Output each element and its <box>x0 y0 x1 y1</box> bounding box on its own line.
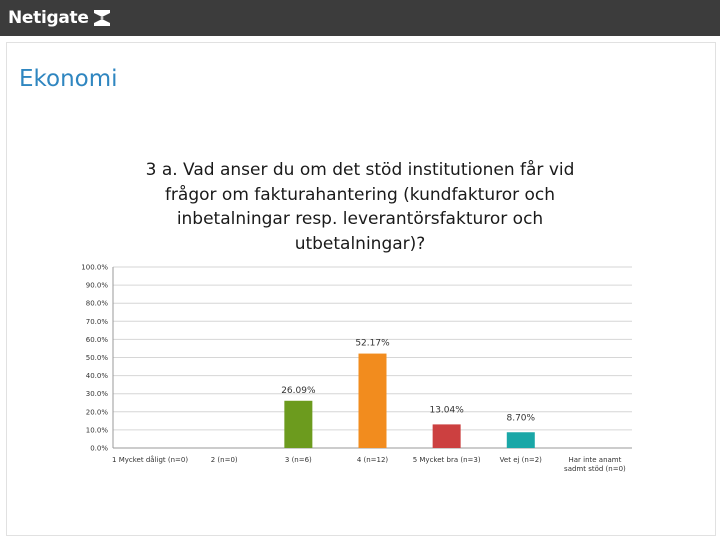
x-tick-label: 3 (n=6) <box>284 456 312 464</box>
y-tick-label: 10.0% <box>85 426 108 435</box>
y-tick-label: 50.0% <box>85 354 108 362</box>
data-label: 13.04% <box>429 405 464 416</box>
y-tick-label: 100.0% <box>81 263 108 272</box>
data-label: 52.17% <box>355 338 390 349</box>
y-tick-label: 20.0% <box>85 408 108 417</box>
x-tick-label: sadmt stöd (n=0) <box>564 465 626 473</box>
x-tick-label: 2 (n=0) <box>210 456 238 464</box>
y-tick-label: 90.0% <box>85 281 108 290</box>
x-tick-label: 5 Mycket bra (n=3) <box>412 456 481 464</box>
page-title: Ekonomi <box>19 66 118 92</box>
logo-text: Netigate <box>8 8 89 28</box>
bar <box>359 354 387 448</box>
x-tick-label: 4 (n=12) <box>356 456 389 464</box>
x-tick-label: 1 Mycket dåligt (n=0) <box>112 456 189 464</box>
x-tick-label: Vet ej (n=2) <box>499 456 542 464</box>
x-tick-label: Har inte anamt <box>568 456 622 464</box>
chart-title-line: utbetalningar)? <box>294 233 426 254</box>
y-tick-label: 80.0% <box>85 299 108 308</box>
chart-title-line: frågor om fakturahantering (kundfakturor och <box>164 184 556 205</box>
bar <box>433 424 461 448</box>
data-label: 26.09% <box>281 385 316 396</box>
y-tick-label: 70.0% <box>85 317 108 326</box>
y-tick-label: 40.0% <box>85 372 108 381</box>
bar <box>507 432 535 448</box>
data-label: 8.70% <box>506 413 536 424</box>
y-tick-label: 0.0% <box>90 444 108 453</box>
y-tick-label: 60.0% <box>85 335 108 344</box>
chart-title-line: 3 a. Vad anser du om det stöd institutionen får vid <box>145 160 575 180</box>
bar <box>284 401 312 448</box>
y-tick-label: 30.0% <box>85 390 108 399</box>
chart-title-line: inbetalningar resp. leverantörsfakturor och <box>176 209 544 229</box>
